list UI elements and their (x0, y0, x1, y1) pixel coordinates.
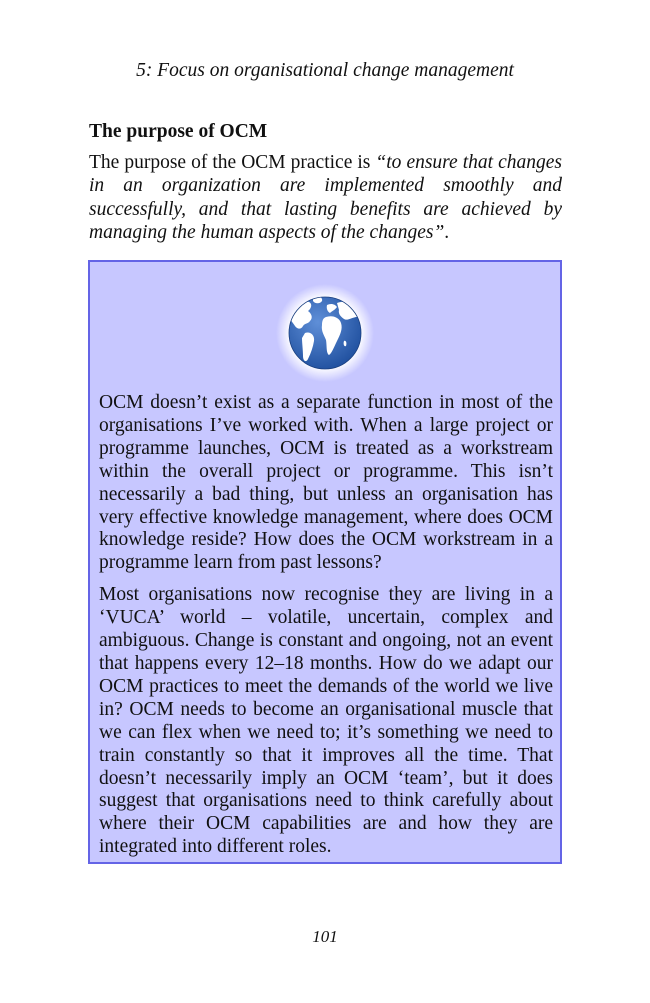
page-number: 101 (312, 927, 338, 946)
section-heading: The purpose of OCM (89, 121, 268, 142)
intro-lead: The purpose of the OCM practice is (89, 152, 376, 173)
sidebar-text (99, 392, 553, 868)
sidebar-paragraph: OCM doesn’t exist as a separate function in most of the organisations I’ve worked with. When a large project or programme launches, OCM is treated as a workstream within the overall project or programme. This isn’t necessarily a bad thing, but unless an organisation has very effective knowledge management, where does OCM knowledge reside? How does the OCM workstream in a programme learn from past lessons? (99, 392, 553, 574)
intro-paragraph (89, 151, 562, 245)
globe-icon (275, 283, 375, 383)
intro-quote: “to ensure that changes in an organization are implemented smoothly and successfully, and that lasting benefits are achieved by managing the human aspects of the changes” (89, 152, 562, 244)
running-head: 5: Focus on organisational change management (136, 60, 514, 81)
intro-end: . (444, 222, 450, 244)
sidebar-paragraph: Most organisations now recognise they are living in a ‘VUCA’ world – volatile, uncertain, complex and ambiguous. Change is constant and ongoing, not an event that happens every 12–18 months. How do we adapt our OCM practices to meet the demands of the world we live in? OCM needs to become an organisational muscle that we can flex when we need to; it’s something we need to train constantly so that it improves all the time. That doesn’t necessarily imply an OCM ‘team’, but it does suggest that organisations need to think carefully about where their OCM capabilities are and how they are integrated into different roles. (99, 584, 553, 858)
sidebar-box (88, 260, 562, 864)
